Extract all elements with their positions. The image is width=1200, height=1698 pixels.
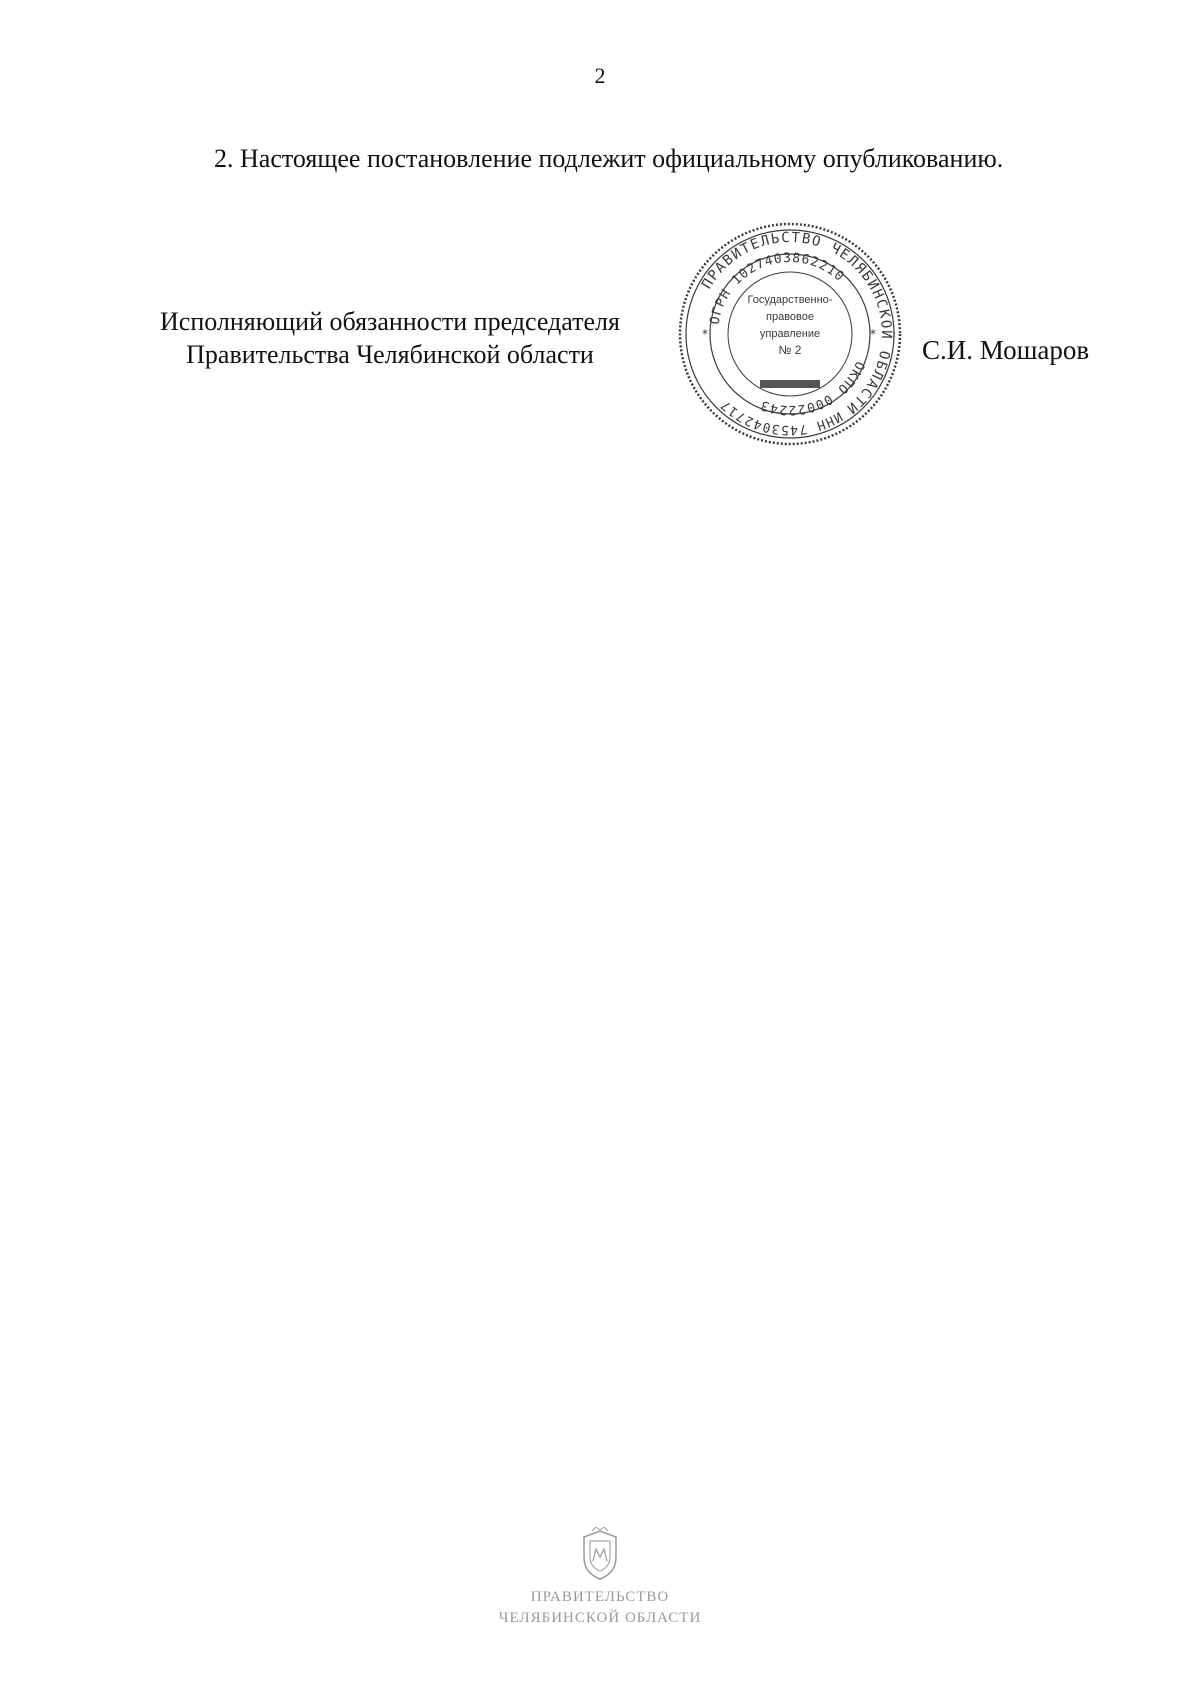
seal-bottom-bar (760, 380, 820, 388)
publication-clause: 2. Настоящее постановление подлежит официальному опубликованию. (214, 144, 1004, 173)
coat-of-arms-icon (578, 1527, 622, 1583)
seal-inn-text: ИНН 7453042717 (717, 396, 845, 438)
footer-watermark (0, 1527, 1200, 1667)
signatory-name: С.И. Мошаров (922, 335, 1090, 365)
page-number: 2 (594, 63, 606, 88)
seal-star-left-icon: * (702, 327, 708, 341)
seal-center-line-4: № 2 (778, 343, 802, 357)
seal-center-line-1: Государственно- (747, 294, 833, 306)
seal-center-line-3: управление (759, 328, 821, 340)
signatory-position-line-2: Правительства Челябинской области (186, 340, 594, 369)
official-seal (676, 220, 904, 448)
watermark-line-1: ПРАВИТЕЛЬСТВО (530, 1589, 670, 1605)
seal-okpo-text: ОКПО 00022243 (758, 358, 868, 418)
signatory-position-line-1: Исполняющий обязанности председателя (160, 307, 620, 336)
signatory-position (130, 305, 650, 371)
official-seal-graphic (676, 220, 904, 448)
seal-star-right-icon: * (870, 327, 876, 341)
seal-ogrn-text: ОГРН 1027403862210 (707, 250, 848, 326)
seal-center-line-2: правовое (766, 311, 814, 323)
watermark-line-2: ЧЕЛЯБИНСКОЙ ОБЛАСТИ (498, 1610, 702, 1626)
seal-outer-text: ПРАВИТЕЛЬСТВО ЧЕЛЯБИНСКОЙ ОБЛАСТИ (699, 229, 895, 418)
